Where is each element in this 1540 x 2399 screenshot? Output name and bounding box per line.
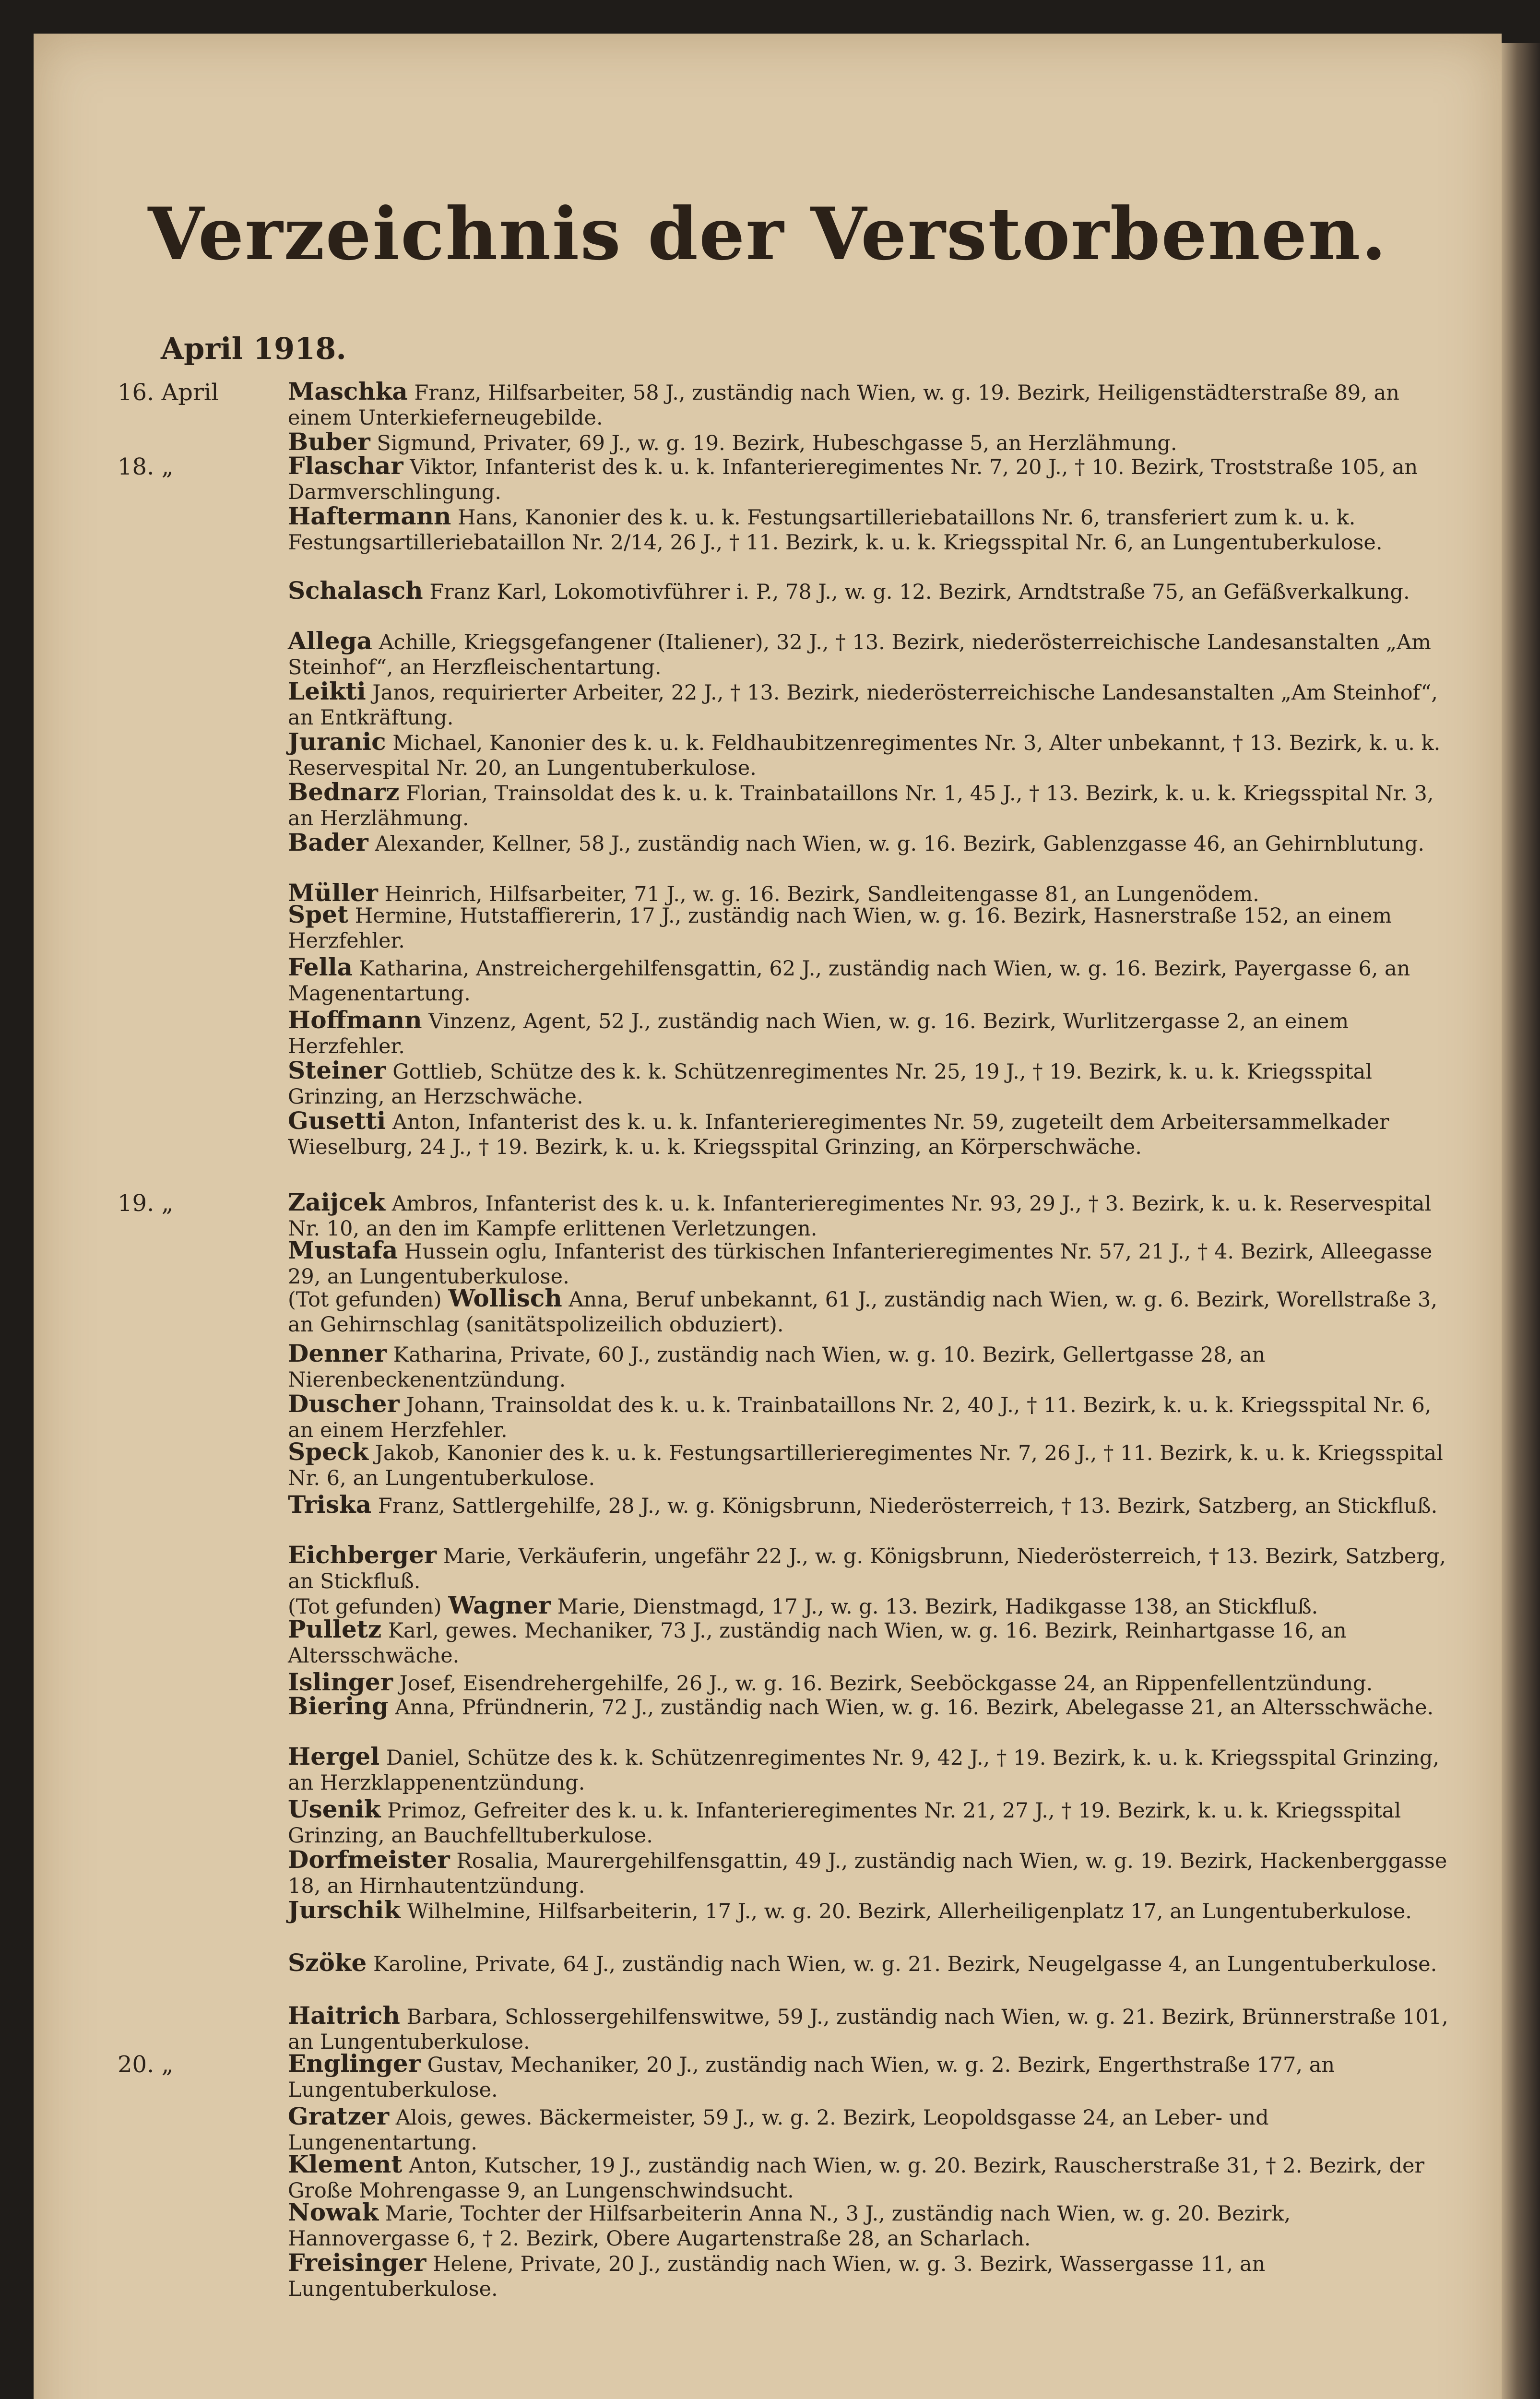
- entry-details: Alexander, Kellner, 58 J., zuständig nach Wien, w. g. 16. Bezirk, Gablenzgasse 46, an Gehirnblutung.: [375, 832, 1425, 856]
- entry-details: Marie, Dienstmagd, 17 J., w. g. 13. Bezirk, Hadikgasse 138, an Stickfluß.: [557, 1595, 1318, 1619]
- entry-details: Wilhelmine, Hilfsarbeiterin, 17 J., w. g. 20. Bezirk, Allerheiligenplatz 17, an Lungentuberkulose.: [407, 1900, 1412, 1924]
- entry-surname: Bednarz: [288, 778, 400, 806]
- register-entry: [288, 1391, 1449, 1443]
- entry-surname: Hergel: [288, 1742, 380, 1770]
- register-entry: [288, 2104, 1449, 2155]
- entry-details: Heinrich, Hilfsarbeiter, 71 J., w. g. 16. Bezirk, Sandleitengasse 81, an Lungenödem.: [384, 882, 1259, 906]
- entry-details: Michael, Kanonier des k. u. k. Feldhaubitzenregimentes Nr. 3, Alter unbekannt, † 13. Bezirk, k. u. k. Reservespital Nr. 20, an Lungentuberkulose.: [288, 731, 1441, 780]
- entry-details: Achille, Kriegsgefangener (Italiener), 32 J., † 13. Bezirk, niederösterreichische Landesanstalten „Am Steinhof“, an Herzfleischentartung.: [288, 630, 1431, 679]
- entry-surname: Klement: [288, 2150, 403, 2178]
- register-entry: [288, 780, 1449, 831]
- register-entry: [288, 1744, 1449, 1795]
- entry-date: 18. „: [118, 453, 174, 480]
- entry-details: Hermine, Hutstaffiererin, 17 J., zuständig nach Wien, w. g. 16. Bezirk, Hasnerstraße 152, an einem Herzfehler.: [288, 904, 1392, 953]
- register-entry: [288, 902, 1449, 953]
- entry-surname: Hoffmann: [288, 1006, 422, 1034]
- entry-details: Daniel, Schütze des k. k. Schützenregimentes Nr. 9, 42 J., † 19. Bezirk, k. u. k. Kriegsspital Grinzing, an Herzklappenentzündung.: [288, 1746, 1440, 1795]
- entry-surname: Wollisch: [448, 1284, 562, 1312]
- entry-details: Marie, Tochter der Hilfsarbeiterin Anna N., 3 J., zuständig nach Wien, w. g. 20. Bezirk, Hannovergasse 6, † 2. Bezirk, Obere Augartenstraße 28, an Scharlach.: [288, 2202, 1291, 2251]
- entry-details: Gustav, Mechaniker, 20 J., zuständig nach Wien, w. g. 2. Bezirk, Engerthstraße 177, an Lungentuberkulose.: [288, 2053, 1335, 2102]
- register-entry: [288, 1543, 1449, 1594]
- entry-surname: Duscher: [288, 1390, 400, 1418]
- entry-surname: Islinger: [288, 1668, 393, 1696]
- page-title: Verzeichnis der Verstorbenen.: [148, 192, 1387, 276]
- entry-details: Hans, Kanonier des k. u. k. Festungsartilleriebataillons Nr. 6, transferiert zum k. u. k. Festungsartilleriebataillon Nr. 2/14, 26 J., † 11. Bezirk, k. u. k. Kriegsspital Nr. 6, an Lungentuberkulose.: [288, 506, 1383, 555]
- entry-surname: Steiner: [288, 1056, 386, 1084]
- register-entry: [288, 1238, 1449, 1289]
- entry-details: Franz Karl, Lokomotivführer i. P., 78 J., w. g. 12. Bezirk, Arndtstraße 75, an Gefäßverkalkung.: [429, 580, 1410, 604]
- death-register-list: [34, 34, 1502, 2399]
- register-entry: [288, 1341, 1449, 1392]
- entry-details: Johann, Trainsoldat des k. u. k. Trainbataillons Nr. 2, 40 J., † 11. Bezirk, k. u. k. Kriegsspital Nr. 6, an einem Herzfehler.: [288, 1393, 1432, 1442]
- register-entry: [288, 1898, 1449, 1924]
- entry-details: Alois, gewes. Bäckermeister, 59 J., w. g. 2. Bezirk, Leopoldsgasse 24, an Leber- und Lungenentartung.: [288, 2106, 1269, 2155]
- entry-surname: Freisinger: [288, 2248, 426, 2277]
- entry-details: Hussein oglu, Infanterist des türkischen Infanterieregimentes Nr. 57, 21 J., † 4. Bezirk, Alleegasse 29, an Lungentuberkulose.: [288, 1240, 1433, 1289]
- register-entry: [288, 679, 1449, 730]
- register-entry: [288, 1108, 1449, 1160]
- register-entry: [288, 1670, 1449, 1696]
- entry-surname: Leikti: [288, 677, 366, 705]
- entry-surname: Nowak: [288, 2198, 379, 2226]
- entry-details: Gottlieb, Schütze des k. k. Schützenregimentes Nr. 25, 19 J., † 19. Bezirk, k. u. k. Kriegsspital Grinzing, an Herzschwäche.: [288, 1060, 1373, 1109]
- entry-surname: Eichberger: [288, 1541, 437, 1569]
- register-entry: [288, 1492, 1449, 1519]
- month-heading: April 1918.: [161, 331, 346, 366]
- register-entry: [288, 629, 1449, 680]
- entry-surname: Gusetti: [288, 1106, 386, 1135]
- entry-surname: Schalasch: [288, 576, 423, 605]
- entry-details: Jakob, Kanonier des k. u. k. Festungsartillerieregimentes Nr. 7, 26 J., † 11. Bezirk, k. u. k. Kriegsspital Nr. 6, an Lungentuberkulose.: [288, 1441, 1443, 1490]
- entry-date: 19. „: [118, 1190, 174, 1217]
- entry-surname: Allega: [288, 627, 372, 655]
- entry-details: Katharina, Private, 60 J., zuständig nach Wien, w. g. 10. Bezirk, Gellertgasse 28, an Nierenbeckenentzündung.: [288, 1343, 1266, 1392]
- found-dead-prefix: (Tot gefunden): [288, 1288, 449, 1312]
- entry-surname: Haitrich: [288, 2001, 400, 2030]
- register-entry: [288, 830, 1449, 856]
- entry-details: Franz, Hilfsarbeiter, 58 J., zuständig nach Wien, w. g. 19. Bezirk, Heiligenstädterstraße 89, an einem Unterkieferneugebilde.: [288, 381, 1399, 430]
- register-entry: [288, 1797, 1449, 1848]
- entry-surname: Biering: [288, 1692, 389, 1720]
- entry-date: 20. „: [118, 2051, 174, 2078]
- entry-surname: Fella: [288, 953, 353, 981]
- entry-surname: Spet: [288, 900, 348, 928]
- register-entry: [288, 1286, 1449, 1337]
- entry-surname: Gratzer: [288, 2102, 390, 2130]
- entry-details: Karoline, Private, 64 J., zuständig nach Wien, w. g. 21. Bezirk, Neugelgasse 4, an Lungentuberkulose.: [373, 1952, 1437, 1976]
- page-edge-shadow: [1502, 43, 1540, 2399]
- register-entry: [288, 2003, 1449, 2055]
- register-entry: [288, 429, 1449, 456]
- entry-surname: Müller: [288, 879, 378, 907]
- register-entry: [288, 1617, 1449, 1668]
- entry-details: Anton, Kutscher, 19 J., zuständig nach Wien, w. g. 20. Bezirk, Rauscherstraße 31, † 2. Bezirk, der Große Mohrengasse 9, an Lungenschwindsucht.: [288, 2154, 1425, 2203]
- entry-details: Ambros, Infanterist des k. u. k. Infanterieregimentes Nr. 93, 29 J., † 3. Bezirk, k. u. k. Reservespital Nr. 10, an den im Kampfe erlittenen Verletzungen.: [288, 1192, 1432, 1241]
- entry-surname: Triska: [288, 1490, 372, 1519]
- register-entry: [288, 2051, 1449, 2102]
- register-entry: [288, 2152, 1449, 2203]
- entry-details: Florian, Trainsoldat des k. u. k. Trainbataillons Nr. 1, 45 J., † 13. Bezirk, k. u. k. Kriegsspital Nr. 3, an Herzlähmung.: [288, 782, 1434, 831]
- register-entry: [288, 1694, 1449, 1720]
- entry-surname: Denner: [288, 1339, 387, 1367]
- document-page: [34, 34, 1502, 2399]
- entry-details: Sigmund, Privater, 69 J., w. g. 19. Bezirk, Hubeschgasse 5, an Herzlähmung.: [377, 431, 1177, 455]
- entry-surname: Usenik: [288, 1795, 381, 1823]
- entry-surname: Maschka: [288, 377, 408, 405]
- entry-details: Anton, Infanterist des k. u. k. Infanterieregimentes Nr. 59, zugeteilt dem Arbeitersammelkader Wieselburg, 24 J., † 19. Bezirk, k. u. k. Kriegsspital Grinzing, an Körperschwäche.: [288, 1110, 1389, 1159]
- register-entry: [288, 578, 1449, 605]
- register-entry: [288, 2250, 1449, 2302]
- entry-surname: Pulletz: [288, 1615, 382, 1643]
- entry-details: Franz, Sattlergehilfe, 28 J., w. g. Königsbrunn, Niederösterreich, † 13. Bezirk, Satzberg, an Stickfluß.: [378, 1494, 1438, 1518]
- register-entry: [288, 1439, 1449, 1491]
- entry-surname: Speck: [288, 1437, 368, 1466]
- entry-details: Janos, requirierter Arbeiter, 22 J., † 13. Bezirk, niederösterreichische Landesanstalten „Am Steinhof“, an Entkräftung.: [288, 681, 1438, 730]
- register-entry: [288, 729, 1449, 781]
- entry-surname: Haftermann: [288, 502, 451, 530]
- entry-details: Anna, Pfründnerin, 72 J., zuständig nach Wien, w. g. 16. Bezirk, Abelegasse 21, an Altersschwäche.: [395, 1696, 1434, 1720]
- register-entry: [288, 1058, 1449, 1109]
- entry-details: Vinzenz, Agent, 52 J., zuständig nach Wien, w. g. 16. Bezirk, Wurlitzergasse 2, an einem Herzfehler.: [288, 1009, 1349, 1058]
- entry-surname: Dorfmeister: [288, 1845, 450, 1874]
- register-entry: [288, 1190, 1449, 1241]
- register-entry: [288, 1950, 1449, 1977]
- entry-surname: Jurschik: [288, 1896, 401, 1924]
- register-entry: [288, 1847, 1449, 1899]
- entry-details: Marie, Verkäuferin, ungefähr 22 J., w. g. Königsbrunn, Niederösterreich, † 13. Bezirk, Satzberg, an Stickfluß.: [288, 1544, 1446, 1593]
- entry-details: Josef, Eisendrehergehilfe, 26 J., w. g. 16. Bezirk, Seeböckgasse 24, an Rippenfellentzündung.: [399, 1672, 1373, 1696]
- register-entry: [288, 2200, 1449, 2251]
- entry-details: Barbara, Schlossergehilfenswitwe, 59 J., zuständig nach Wien, w. g. 21. Bezirk, Brünnerstraße 101, an Lungentuberkulose.: [288, 2005, 1448, 2054]
- register-entry: [288, 453, 1449, 505]
- entry-details: Primoz, Gefreiter des k. u. k. Infanterieregimentes Nr. 21, 27 J., † 19. Bezirk, k. u. k. Kriegsspital Grinzing, an Bauchfelltuberkulose.: [288, 1799, 1401, 1848]
- entry-details: Rosalia, Maurergehilfensgattin, 49 J., zuständig nach Wien, w. g. 19. Bezirk, Hackenberggasse 18, an Hirnhautentzündung.: [288, 1849, 1447, 1898]
- register-entry: [288, 379, 1449, 430]
- entry-surname: Szöke: [288, 1948, 367, 1977]
- entry-surname: Wagner: [448, 1591, 551, 1619]
- entry-details: Karl, gewes. Mechaniker, 73 J., zuständig nach Wien, w. g. 16. Bezirk, Reinhartgasse 16, an Altersschwäche.: [288, 1619, 1347, 1668]
- entry-surname: Mustafa: [288, 1236, 398, 1264]
- entry-date: 16. April: [118, 379, 219, 406]
- entry-surname: Juranic: [288, 727, 386, 756]
- entry-surname: Englinger: [288, 2049, 421, 2078]
- entry-details: Helene, Private, 20 J., zuständig nach Wien, w. g. 3. Bezirk, Wassergasse 11, an Lungentuberkulose.: [288, 2252, 1266, 2301]
- entry-surname: Buber: [288, 428, 370, 456]
- register-entry: [288, 955, 1449, 1006]
- entry-surname: Zaijcek: [288, 1188, 385, 1216]
- entry-details: Katharina, Anstreichergehilfensgattin, 62 J., zuständig nach Wien, w. g. 16. Bezirk, Payergasse 6, an Magenentartung.: [288, 957, 1410, 1006]
- entry-surname: Bader: [288, 828, 368, 856]
- entry-details: Anna, Beruf unbekannt, 61 J., zuständig nach Wien, w. g. 6. Bezirk, Worellstraße 3, an Gehirnschlag (sanitätspolizeilich obduziert).: [288, 1288, 1438, 1337]
- register-entry: [288, 1593, 1449, 1619]
- entry-details: Viktor, Infanterist des k. u. k. Infanterieregimentes Nr. 7, 20 J., † 10. Bezirk, Troststraße 105, an Darmverschlingung.: [288, 455, 1418, 504]
- register-entry: [288, 1008, 1449, 1059]
- entry-surname: Flaschar: [288, 451, 403, 480]
- register-entry: [288, 504, 1449, 555]
- found-dead-prefix: (Tot gefunden): [288, 1595, 449, 1619]
